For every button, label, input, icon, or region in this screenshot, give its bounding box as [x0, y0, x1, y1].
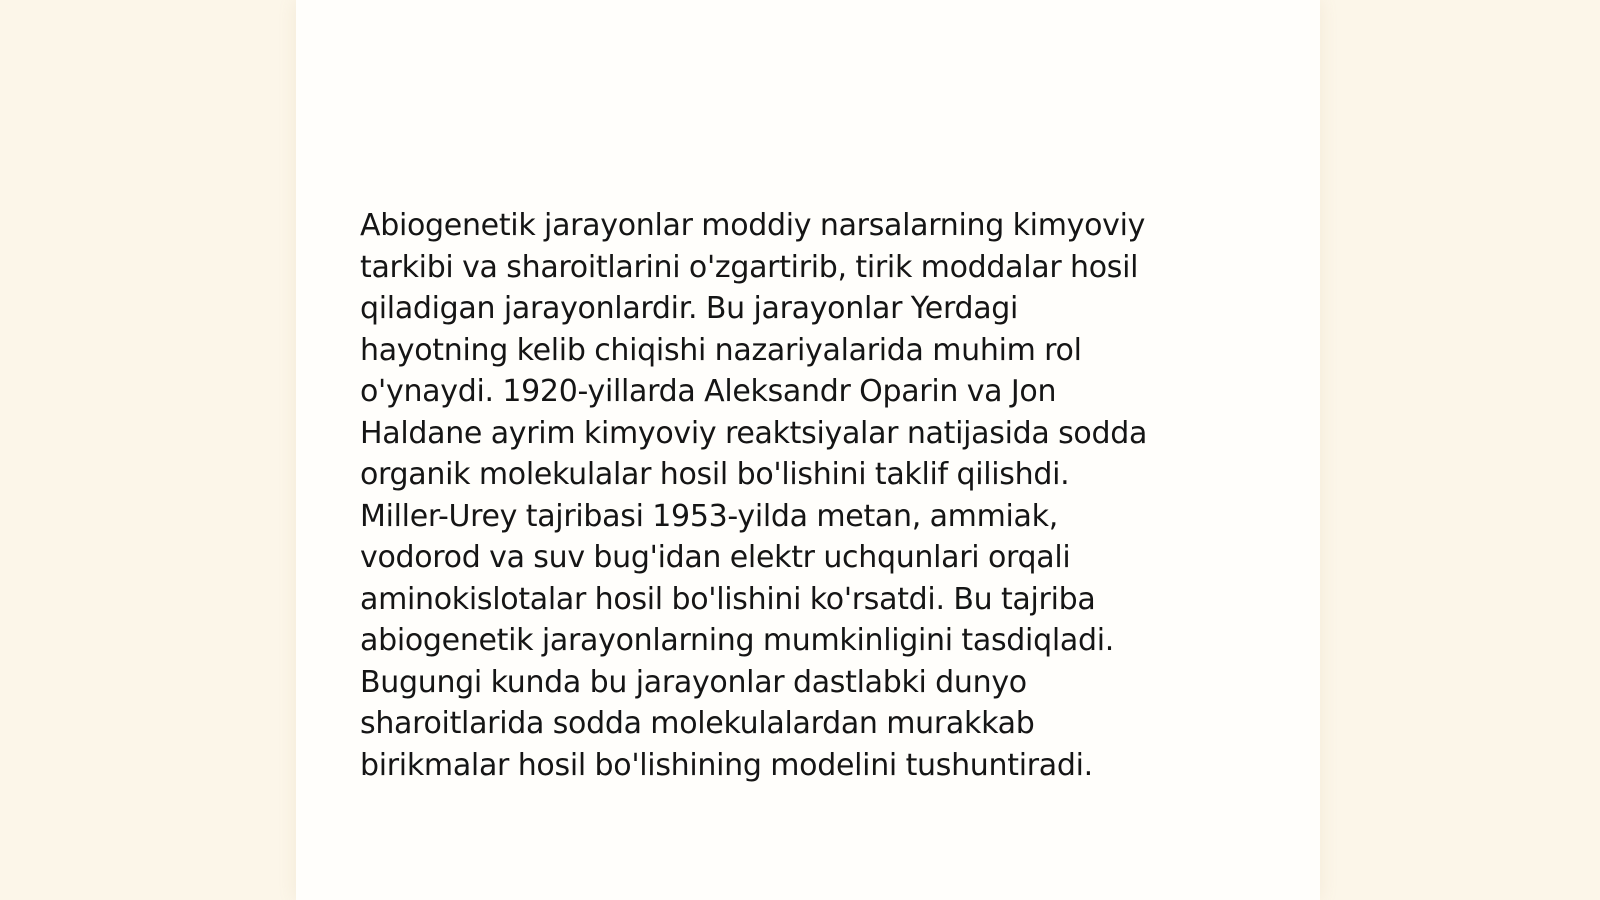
paragraph-line: birikmalar hosil bo'lishining modelini tushuntiradi.: [360, 747, 1093, 783]
paragraph-line: o'ynaydi. 1920-yillarda Aleksandr Oparin va Jon: [360, 374, 1057, 409]
paragraph-line: aminokislotalar hosil bo'lishini ko'rsatdi. Bu tajriba: [360, 581, 1096, 617]
paragraph-line: Bugungi kunda bu jarayonlar dastlabki dunyo: [360, 664, 1027, 700]
paragraph-line: hayotning kelib chiqishi nazariyalarida muhim rol: [360, 332, 1082, 368]
paragraph-line: Haldane ayrim kimyoviy reaktsiyalar natijasida sodda: [360, 415, 1148, 451]
paragraph-line: Abiogenetik jarayonlar moddiy narsalarning kimyoviy: [360, 208, 1146, 243]
body-paragraph: [360, 205, 1260, 786]
paragraph-line: organik molekulalar hosil bo'lishini taklif qilishdi.: [360, 457, 1070, 492]
paragraph-line: vodorod va suv bug'idan elektr uchqunlari orqali: [360, 540, 1071, 575]
paragraph-line: Miller-Urey tajribasi 1953-yilda metan, ammiak,: [360, 498, 1058, 534]
paragraph-line: sharoitlarida sodda molekulalardan murakkab: [360, 706, 1035, 741]
paragraph-line: abiogenetik jarayonlarning mumkinligini tasdiqladi.: [360, 623, 1114, 658]
paragraph-line: qiladigan jarayonlardir. Bu jarayonlar Yerdagi: [360, 291, 1019, 326]
paragraph-line: tarkibi va sharoitlarini o'zgartirib, tirik moddalar hosil: [360, 249, 1139, 285]
document-page: [296, 0, 1320, 900]
